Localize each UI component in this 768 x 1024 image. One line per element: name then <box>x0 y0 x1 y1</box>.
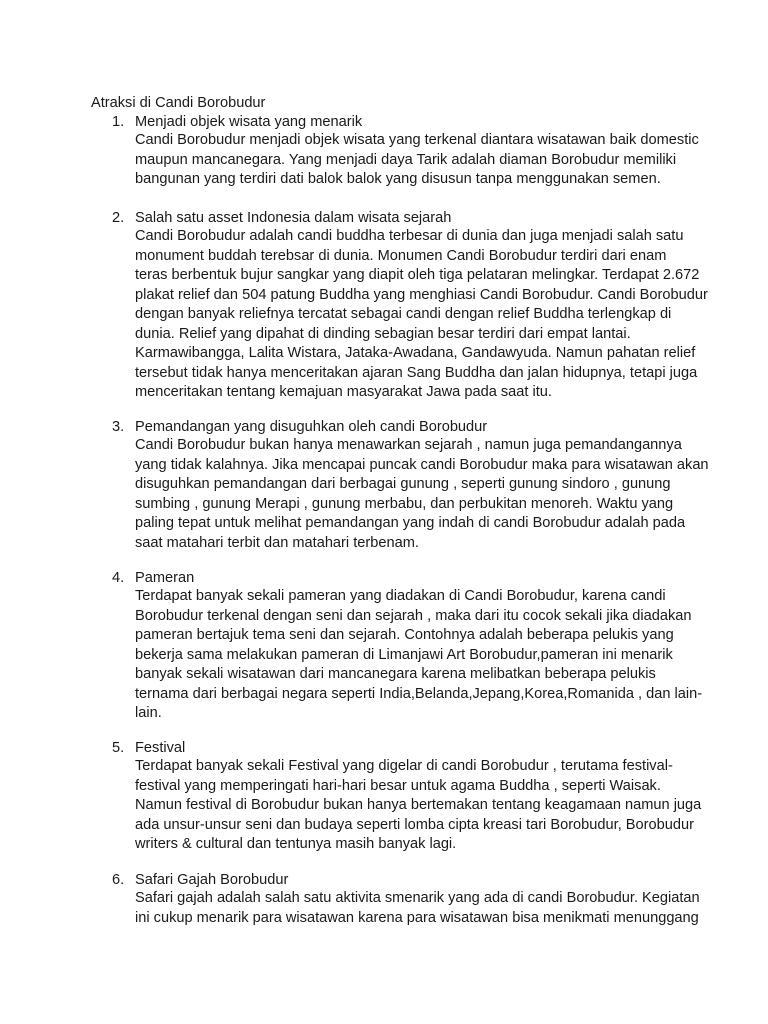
paragraph-line: maupun mancanegara. Yang menjadi daya Tarik adalah diaman Borobudur memiliki <box>135 151 677 168</box>
paragraph-line: sumbing , gunung Merapi , gunung merbabu, dan perbukitan menoreh. Waktu yang <box>135 495 674 512</box>
paragraph-line: Safari gajah adalah salah satu aktivita smenarik yang ada di candi Borobudur. Kegiatan <box>135 890 700 906</box>
paragraph-line: monument buddah terebsar di dunia. Monumen Candi Borobudur terdiri dari enam <box>135 247 667 264</box>
paragraph-line: Karmawibangga, Lalita Wistara, Jataka-Awadana, Gandawyuda. Namun pahatan relief <box>135 345 696 361</box>
list-number: 4. <box>112 570 125 586</box>
paragraph-line: bangunan yang terdiri dati balok balok yang disusun tanpa menggunakan semen. <box>135 171 661 187</box>
paragraph-line: dunia. Relief yang dipahat di dinding sebagian besar terdiri dari empat lantai. <box>135 325 631 342</box>
section-heading: Festival <box>135 740 186 756</box>
paragraph-line: saat matahari terbit dan matahari terbenam. <box>135 534 419 551</box>
paragraph-line: lain. <box>135 705 162 721</box>
paragraph-line: Borobudur terkenal dengan seni dan sejarah , maka dari itu cocok sekali jika diadakan <box>135 607 692 624</box>
section-heading: Safari Gajah Borobudur <box>135 872 289 888</box>
section-body <box>135 889 700 928</box>
paragraph-line: yang tidak kalahnya. Jika mencapai puncak candi Borobudur maka para wisatawan akan <box>135 456 709 473</box>
paragraph-line: pameran bertajuk tema seni dan sejarah. Contohnya adalah beberapa pelukis yang <box>135 627 674 643</box>
paragraph-line: ada unsur-unsur seni dan budaya seperti lomba cipta kreasi tari Borobudur, Borobudur <box>135 816 694 833</box>
paragraph-line: Terdapat banyak sekali Festival yang digelar di candi Borobudur , terutama festival- <box>135 758 673 774</box>
paragraph-line: writers & cultural dan tentunya masih banyak lagi. <box>135 836 457 852</box>
section-body <box>135 436 709 553</box>
paragraph-line: Candi Borobudur bukan hanya menawarkan sejarah , namun juga pemandangannya <box>135 437 682 453</box>
paragraph-line: paling tepat untuk melihat pemandangan yang indah di candi Borobudur adalah pada <box>135 515 686 531</box>
paragraph-line: menceritakan tentang kemajuan masyarakat Jawa pada saat itu. <box>135 384 552 400</box>
paragraph-line: Namun festival di Borobudur bukan hanya bertemakan tentang keagamaan namun juga <box>135 797 702 813</box>
paragraph-line: teras berbentuk bujur sangkar yang diapit oleh tiga pelataran melingkar. Terdapat 2.672 <box>135 267 700 283</box>
paragraph-line: Candi Borobudur adalah candi buddha terbesar di dunia dan juga menjadi salah satu <box>135 228 684 244</box>
list-number: 3. <box>112 419 125 435</box>
paragraph-line: festival yang memperingati hari-hari besar untuk agama Buddha , seperti Waisak. <box>135 777 661 794</box>
section-body <box>135 227 708 403</box>
list-number: 2. <box>112 210 125 226</box>
section-body <box>135 757 702 855</box>
list-number: 5. <box>112 740 125 756</box>
paragraph-line: plakat relief dan 504 patung Buddha yang menghiasi Candi Borobudur. Candi Borobudur <box>135 286 708 303</box>
paragraph-line: bekerja sama melakukan pameran di Limanjawi Art Borobudur,pameran ini menarik <box>135 646 673 663</box>
section-body <box>135 587 703 724</box>
section-heading: Menjadi objek wisata yang menarik <box>135 114 363 130</box>
section-heading: Salah satu asset Indonesia dalam wisata sejarah <box>135 210 452 226</box>
document-title: Atraksi di Candi Borobudur <box>91 95 266 111</box>
list-number: 6. <box>112 872 125 888</box>
list-number: 1. <box>112 114 125 130</box>
paragraph-line: tersebut tidak hanya menceritakan ajaran Sang Buddha dan jalan hidupnya, tetapi juga <box>135 364 698 381</box>
section-heading: Pemandangan yang disuguhkan oleh candi Borobudur <box>135 419 488 435</box>
paragraph-line: ternama dari berbagai negara seperti India,Belanda,Jepang,Korea,Romanida , dan lain- <box>135 685 703 702</box>
section-heading: Pameran <box>135 570 195 586</box>
section-body <box>135 131 699 190</box>
paragraph-line: banyak sekali wisatawan dari mancanegara karena melibatkan beberapa pelukis <box>135 666 656 682</box>
paragraph-line: Candi Borobudur menjadi objek wisata yang terkenal diantara wisatawan baik domestic <box>135 132 699 148</box>
paragraph-line: ini cukup menarik para wisatawan karena para wisatawan bisa menikmati menunggang <box>135 909 699 926</box>
paragraph-line: disuguhkan pemandangan dari berbagai gunung , seperti gunung sindoro , gunung <box>135 476 671 492</box>
paragraph-line: dengan banyak reliefnya tercatat sebagai candi dengan relief Buddha terlengkap di <box>135 306 672 322</box>
paragraph-line: Terdapat banyak sekali pameran yang diadakan di Candi Borobudur, karena candi <box>135 588 666 604</box>
